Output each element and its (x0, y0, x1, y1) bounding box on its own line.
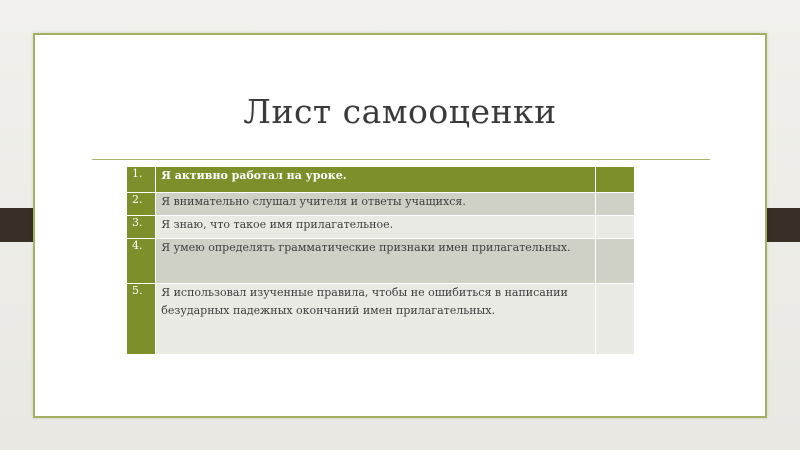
table-row (127, 239, 635, 284)
row-number: 1. (127, 167, 156, 193)
row-number: 2. (127, 193, 156, 216)
row-statement: Я умею определять грамматические признаки имен прилагательных. (156, 239, 595, 284)
row-mark-cell[interactable] (595, 193, 634, 216)
row-statement: Я внимательно слушал учителя и ответы учащихся. (156, 193, 595, 216)
table-row (127, 193, 635, 216)
row-mark-cell[interactable] (595, 284, 634, 355)
title-divider (92, 159, 710, 160)
row-number: 5. (127, 284, 156, 355)
row-statement: Я знаю, что такое имя прилагательное. (156, 216, 595, 239)
slide-title: Лист самооценки (243, 92, 557, 131)
row-number: 4. (127, 239, 156, 284)
row-statement: Я активно работал на уроке. (156, 167, 595, 193)
slide-frame (33, 33, 767, 418)
row-number: 3. (127, 216, 156, 239)
row-statement: Я использовал изученные правила, чтобы не ошибиться в написании безударных падежных окончаний имен прилагательных. (156, 284, 595, 355)
row-mark-cell[interactable] (595, 167, 634, 193)
row-mark-cell[interactable] (595, 216, 634, 239)
table-row (127, 284, 635, 355)
table-row (127, 167, 635, 193)
table-row (127, 216, 635, 239)
row-mark-cell[interactable] (595, 239, 634, 284)
self-assessment-table (126, 166, 635, 355)
